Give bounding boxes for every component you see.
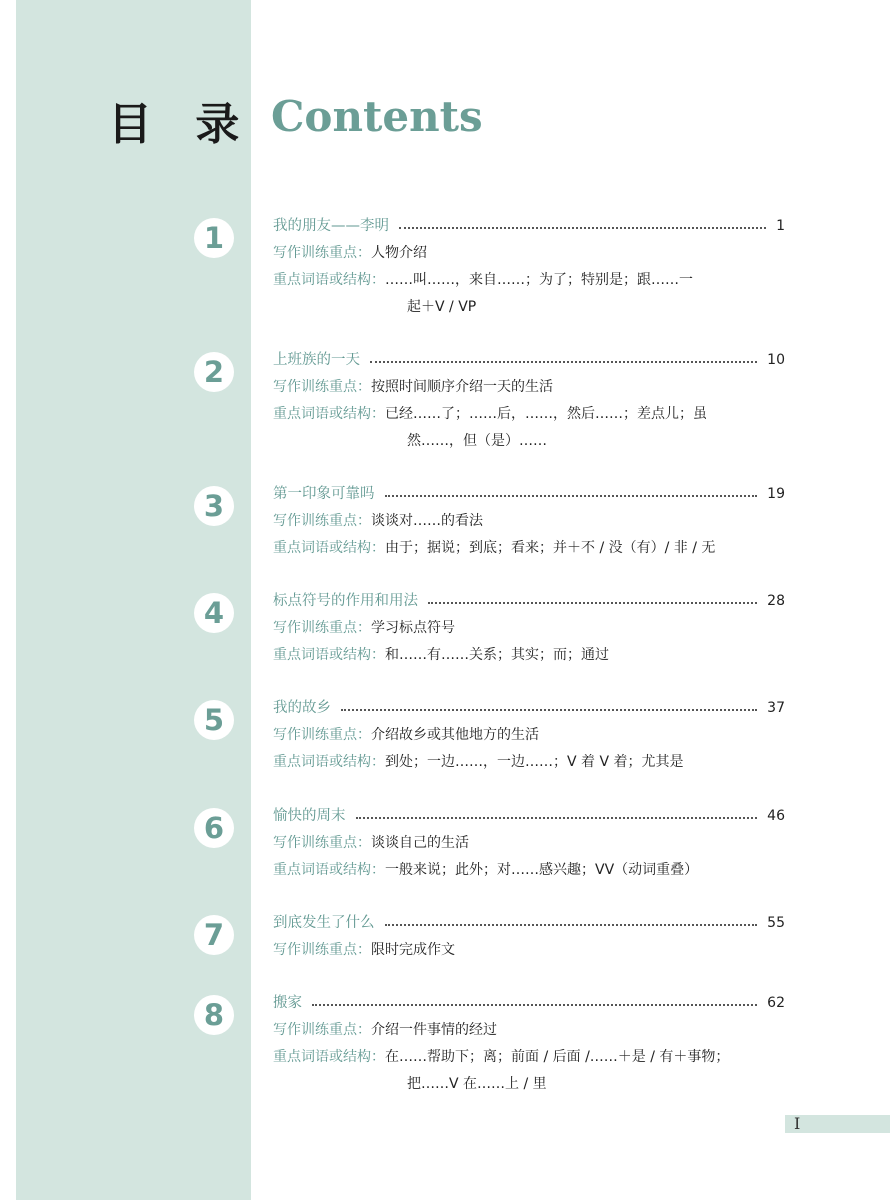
dot-leader bbox=[312, 1004, 757, 1006]
focus-label: 写作训练重点： bbox=[273, 513, 371, 529]
focus-label: 写作训练重点： bbox=[273, 835, 371, 851]
dot-leader bbox=[428, 602, 757, 604]
lesson-number-badge: 2 bbox=[194, 352, 234, 392]
page-number: 55 bbox=[767, 915, 785, 931]
vocab-label: 重点词语或结构： bbox=[273, 406, 385, 422]
lesson-number-badge: 5 bbox=[194, 700, 234, 740]
vocab-text-continued: 起＋V / VP bbox=[407, 299, 477, 315]
lesson-title[interactable]: 上班族的一天 bbox=[273, 352, 360, 368]
focus-text: 介绍故乡或其他地方的生活 bbox=[371, 727, 539, 743]
lesson-title[interactable]: 到底发生了什么 bbox=[273, 915, 375, 931]
vocab-text-continued: 然……，但（是）…… bbox=[407, 433, 547, 449]
lesson-title[interactable]: 标点符号的作用和用法 bbox=[273, 593, 418, 609]
footer-page-number: I bbox=[794, 1114, 801, 1133]
page-title-chinese: 目 录 bbox=[108, 99, 254, 150]
lesson-title[interactable]: 我的朋友——李明 bbox=[273, 218, 389, 234]
vocab-label: 重点词语或结构： bbox=[273, 540, 385, 556]
vocab-text: 和……有……关系；其实；而；通过 bbox=[385, 647, 609, 663]
lesson-title[interactable]: 愉快的周末 bbox=[273, 808, 346, 824]
lesson-number-badge: 6 bbox=[194, 808, 234, 848]
focus-text: 谈谈对……的看法 bbox=[371, 513, 483, 529]
focus-label: 写作训练重点： bbox=[273, 942, 371, 958]
page-number: 62 bbox=[767, 995, 785, 1011]
dot-leader bbox=[341, 709, 757, 711]
focus-label: 写作训练重点： bbox=[273, 727, 371, 743]
vocab-text: 一般来说；此外；对……感兴趣；VV（动词重叠） bbox=[385, 862, 699, 878]
focus-label: 写作训练重点： bbox=[273, 620, 371, 636]
lesson-title[interactable]: 搬家 bbox=[273, 995, 302, 1011]
page-title-english: Contents bbox=[271, 92, 483, 141]
focus-text: 按照时间顺序介绍一天的生活 bbox=[371, 379, 553, 395]
focus-text: 学习标点符号 bbox=[371, 620, 455, 636]
vocab-label: 重点词语或结构： bbox=[273, 1049, 385, 1065]
lesson-title[interactable]: 我的故乡 bbox=[273, 700, 331, 716]
dot-leader bbox=[356, 817, 758, 819]
focus-text: 人物介绍 bbox=[371, 245, 427, 261]
focus-text: 限时完成作文 bbox=[371, 942, 455, 958]
page-number: 19 bbox=[767, 486, 785, 502]
dot-leader bbox=[399, 227, 766, 229]
vocab-label: 重点词语或结构： bbox=[273, 647, 385, 663]
vocab-text: 已经……了；……后，……，然后……；差点儿；虽 bbox=[385, 406, 707, 422]
lesson-number-badge: 3 bbox=[194, 486, 234, 526]
vocab-label: 重点词语或结构： bbox=[273, 754, 385, 770]
vocab-label: 重点词语或结构： bbox=[273, 862, 385, 878]
vocab-text: 在……帮助下；离；前面 / 后面 /……＋是 / 有＋事物； bbox=[385, 1049, 730, 1065]
page-number: 46 bbox=[767, 808, 785, 824]
footer-bar bbox=[785, 1115, 890, 1133]
vocab-text: 到处；一边……，一边……；V 着 V 着；尤其是 bbox=[385, 754, 684, 770]
dot-leader bbox=[385, 495, 758, 497]
page-number: 1 bbox=[776, 218, 785, 234]
page-number: 37 bbox=[767, 700, 785, 716]
focus-label: 写作训练重点： bbox=[273, 1022, 371, 1038]
page-number: 28 bbox=[767, 593, 785, 609]
page-number: 10 bbox=[767, 352, 785, 368]
vocab-text: ……叫……，来自……；为了；特别是；跟……一 bbox=[385, 272, 693, 288]
focus-label: 写作训练重点： bbox=[273, 379, 371, 395]
vocab-text: 由于；据说；到底；看来；并＋不 / 没（有）/ 非 / 无 bbox=[385, 540, 716, 556]
vocab-label: 重点词语或结构： bbox=[273, 272, 385, 288]
vocab-text-continued: 把……V 在……上 / 里 bbox=[407, 1076, 547, 1092]
lesson-title[interactable]: 第一印象可靠吗 bbox=[273, 486, 375, 502]
lesson-number-badge: 7 bbox=[194, 915, 234, 955]
focus-text: 介绍一件事情的经过 bbox=[371, 1022, 497, 1038]
focus-text: 谈谈自己的生活 bbox=[371, 835, 469, 851]
dot-leader bbox=[370, 361, 757, 363]
lesson-number-badge: 8 bbox=[194, 995, 234, 1035]
dot-leader bbox=[385, 924, 758, 926]
lesson-number-badge: 4 bbox=[194, 593, 234, 633]
focus-label: 写作训练重点： bbox=[273, 245, 371, 261]
lesson-number-badge: 1 bbox=[194, 218, 234, 258]
